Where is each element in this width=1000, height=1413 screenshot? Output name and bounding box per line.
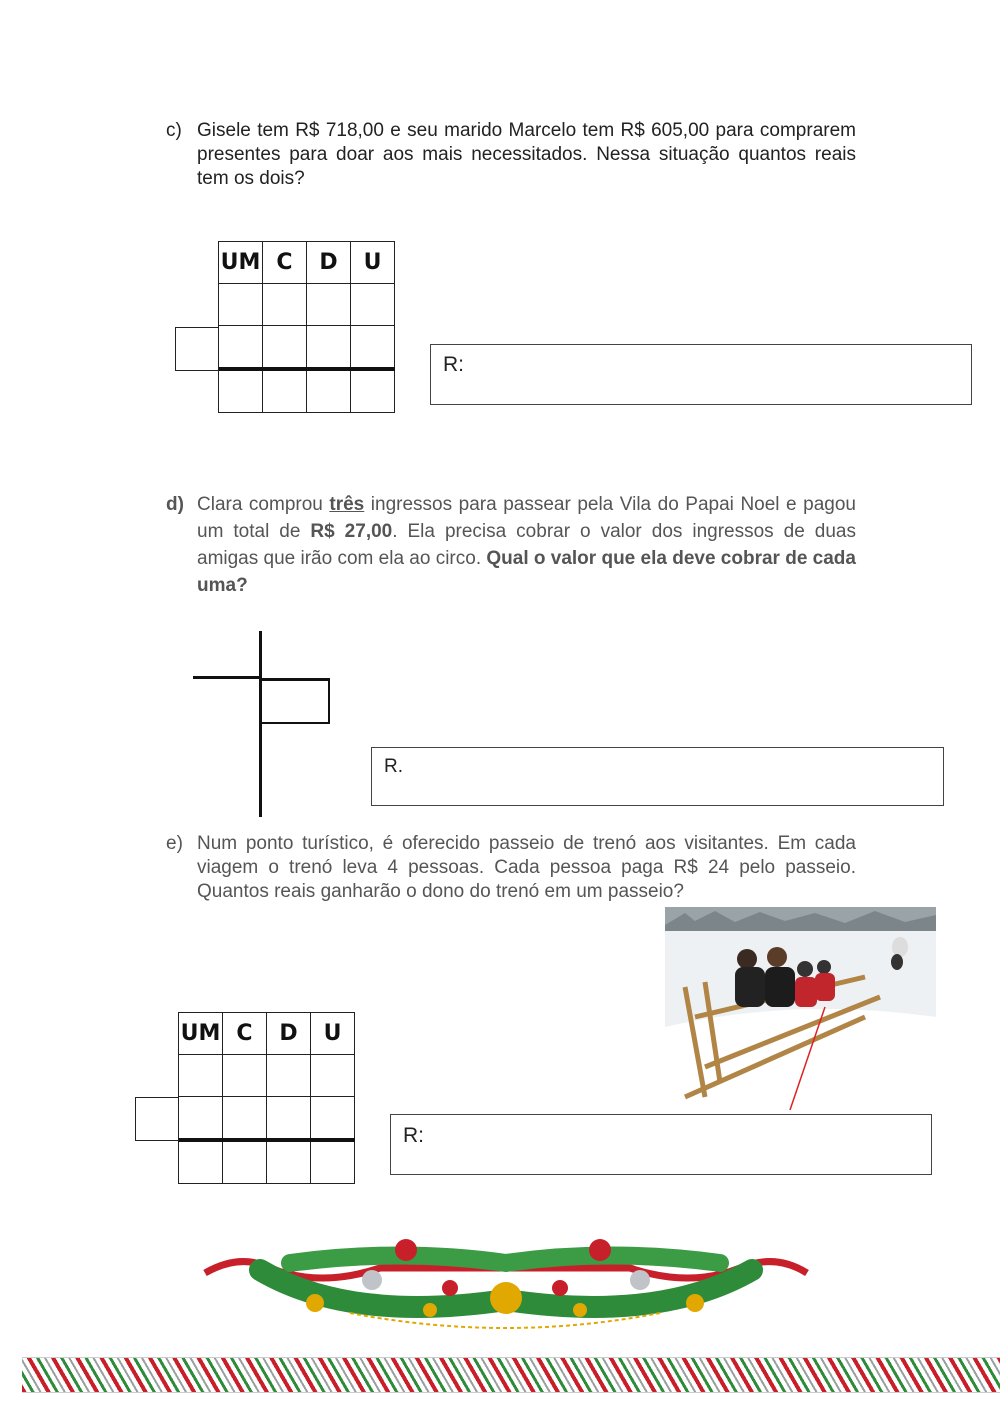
cell[interactable] (351, 284, 395, 326)
result-cell[interactable] (219, 369, 263, 413)
question-c-label: c) (166, 120, 182, 141)
header-c: C (263, 242, 307, 284)
result-cell[interactable] (307, 369, 351, 413)
header-c: C (223, 1013, 267, 1055)
question-d-label: d) (166, 494, 184, 515)
question-c-text: Gisele tem R$ 718,00 e seu marido Marcelo tem R$ 605,00 para comprarem presentes para doar aos mais necessitados. Nessa situação quantos reais tem os dois? (197, 120, 856, 189)
emphasis-question: Qual o valor que ela deve cobrar de cada uma? (197, 548, 856, 596)
operation-sign-box-c[interactable] (175, 327, 219, 371)
place-value-table-e (178, 1012, 355, 1184)
cell[interactable] (311, 1055, 355, 1097)
header-d: D (307, 242, 351, 284)
cell[interactable] (351, 326, 395, 370)
question-c (166, 119, 856, 193)
emphasis-tres: três (329, 494, 365, 515)
cell[interactable] (311, 1097, 355, 1141)
result-cell[interactable] (263, 369, 307, 413)
cell[interactable] (179, 1097, 223, 1141)
cell[interactable] (223, 1055, 267, 1097)
candy-cane-border (22, 1357, 1000, 1393)
question-d (166, 491, 856, 601)
question-e-label: e) (166, 833, 183, 854)
cell[interactable] (307, 326, 351, 370)
header-u: U (311, 1013, 355, 1055)
division-dividend-line (193, 676, 262, 679)
question-e (166, 832, 856, 906)
result-cell[interactable] (351, 369, 395, 413)
question-d-text: Clara comprou três ingressos para passear pela Vila do Papai Noel e pagou um total de R$ 27,00. Ela precisa cobrar o valor dos ingressos de duas amigas que irão com ela ao circo. Qual o valor que ela deve cobrar de cada uma? (197, 494, 856, 596)
cell[interactable] (219, 284, 263, 326)
cell[interactable] (223, 1097, 267, 1141)
operation-sign-box-e[interactable] (135, 1097, 179, 1141)
cell[interactable] (267, 1055, 311, 1097)
header-d: D (267, 1013, 311, 1055)
answer-box-d[interactable] (371, 747, 944, 806)
cell[interactable] (267, 1097, 311, 1141)
answer-box-c[interactable] (430, 344, 972, 405)
christmas-garland (200, 1228, 812, 1343)
question-e-text: Num ponto turístico, é oferecido passeio de trenó aos visitantes. Em cada viagem o trenó leva 4 pessoas. Cada pessoa paga R$ 24 pelo passeio. Quantos reais ganharão o dono do trenó em um passeio? (197, 833, 856, 902)
result-cell[interactable] (267, 1140, 311, 1184)
cell[interactable] (263, 284, 307, 326)
result-cell[interactable] (179, 1140, 223, 1184)
answer-label-e: R: (403, 1124, 424, 1147)
emphasis-amount: R$ 27,00 (310, 521, 393, 542)
cell[interactable] (263, 326, 307, 370)
answer-label-d: R. (384, 756, 403, 777)
sled-ride-photo (665, 907, 936, 1110)
header-u: U (351, 242, 395, 284)
header-um: UM (219, 242, 263, 284)
cell[interactable] (307, 284, 351, 326)
answer-label-c: R: (443, 353, 464, 376)
answer-box-e[interactable] (390, 1114, 932, 1175)
result-cell[interactable] (311, 1140, 355, 1184)
division-vertical-line (259, 631, 262, 817)
divisor-box[interactable] (259, 678, 330, 724)
header-um: UM (179, 1013, 223, 1055)
cell[interactable] (219, 326, 263, 370)
result-cell[interactable] (223, 1140, 267, 1184)
cell[interactable] (179, 1055, 223, 1097)
place-value-table-c (218, 241, 395, 413)
